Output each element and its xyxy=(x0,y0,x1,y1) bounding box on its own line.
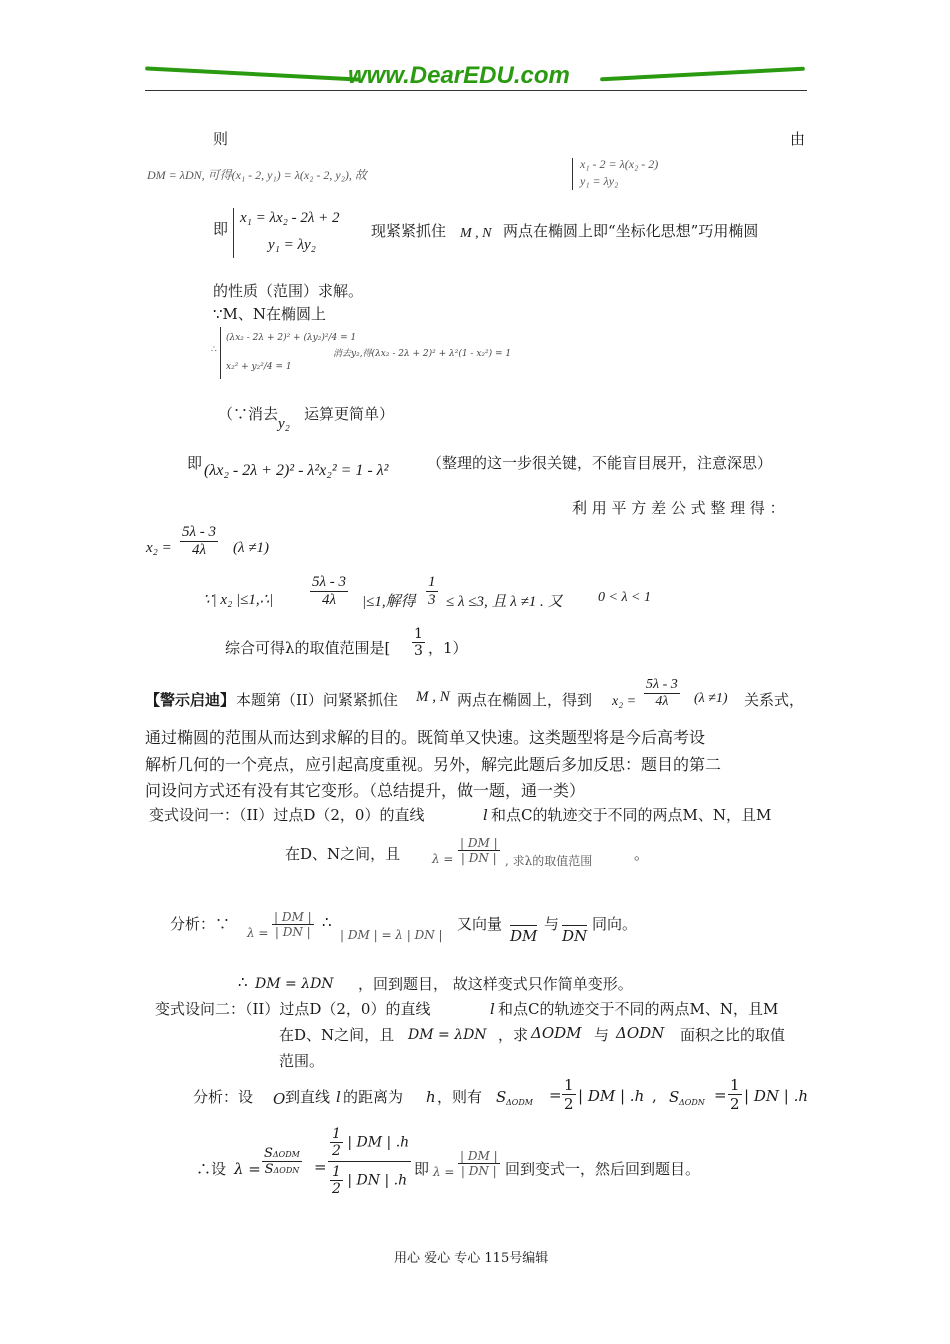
variant-2-text-d: ，求 xyxy=(498,1026,529,1044)
fraction-denominator: 2 xyxy=(332,1143,341,1159)
text-ji: 即 xyxy=(187,454,203,472)
range-fraction xyxy=(412,626,425,659)
math-l: l xyxy=(490,1000,495,1018)
warn-label: 【警示启迪】 xyxy=(145,691,236,709)
paragraph-line: 解析几何的一个亮点，应引起高度重视。另外，解完此题后多加反思：题目的第二 xyxy=(145,755,722,774)
equals-sign: = xyxy=(714,1086,727,1104)
equals-sign: = xyxy=(314,1158,327,1176)
fraction-numerator: | DM | xyxy=(460,1149,498,1163)
half-fraction xyxy=(728,1076,742,1113)
text-coord-idea: 两点在椭圆上即“坐标化思想”巧用椭圆 xyxy=(503,222,759,240)
logo-text: www.DearEDU.com xyxy=(348,62,570,89)
text-simpler: 运算更简单） xyxy=(304,405,395,423)
equals-sign: = xyxy=(549,1086,562,1104)
fraction-denominator: 3 xyxy=(414,643,423,659)
text-grasp: 现紧紧抓住 xyxy=(371,222,447,240)
lambda-condition: (λ ≠1) xyxy=(694,691,728,706)
area-subscript: ΔODN xyxy=(679,1098,705,1107)
math-o: O xyxy=(273,1090,286,1108)
fraction-denominator: 4λ xyxy=(655,694,669,709)
text-back-to-variant: 回到变式一，然后回到题目。 xyxy=(505,1160,701,1178)
lambda-condition: (λ ≠1) xyxy=(233,540,269,556)
fraction-denominator: 2 xyxy=(332,1181,341,1197)
system-brace xyxy=(233,208,234,258)
area-symbol: S xyxy=(264,1162,274,1177)
ratio-fraction xyxy=(458,1149,500,1178)
fraction-numerator: 5λ - 3 xyxy=(312,574,346,590)
fraction-denominator: 2 xyxy=(730,1095,740,1113)
fraction-denominator: 3 xyxy=(428,592,436,608)
variant-2-text-g: 面积之比的取值 xyxy=(680,1026,786,1044)
math-y2: y₂ xyxy=(278,416,290,432)
variant-1-text-b: 和点C的轨迹交于不同的两点M、N，且M xyxy=(491,806,772,824)
analysis-3-label: 分析：设 xyxy=(193,1088,254,1106)
math-l: l xyxy=(483,806,488,824)
fraction-denominator: | DN | xyxy=(274,925,311,939)
x2-fraction xyxy=(644,677,680,710)
compound-fraction xyxy=(328,1126,411,1197)
fraction-numerator: | DM | xyxy=(274,910,312,924)
x2-fraction xyxy=(180,524,218,559)
fraction-numerator: 1 xyxy=(730,1076,740,1094)
math-mn: M , N xyxy=(416,689,450,705)
magnitude-dm-h: | DM | .h xyxy=(347,1134,410,1151)
text-to-line: 到直线 xyxy=(285,1088,331,1106)
ratio-fraction xyxy=(272,910,314,939)
paragraph-line: 问设问方式还有没有其它变形。（总结提升，做一题，通一类） xyxy=(145,781,586,800)
ratio-fraction xyxy=(458,836,500,865)
system-eq-2: y₁ = λy₂ xyxy=(268,237,316,253)
fraction-denominator: 2 xyxy=(564,1095,574,1113)
variant-1-question: , 求λ的取值范围 xyxy=(505,854,593,868)
area-subscript: ΔODM xyxy=(506,1098,533,1107)
fraction-numerator: 1 xyxy=(428,574,436,590)
warn-text: 本题第（II）问紧紧抓住 xyxy=(236,691,398,709)
fraction-denominator: | DN | xyxy=(460,1164,497,1178)
variant-2-text: 变式设问二：（II）过点D（2，0）的直线 xyxy=(155,1000,431,1018)
header-rule xyxy=(145,90,807,91)
comma: , xyxy=(652,1087,657,1105)
text-difference-squares: 利 用 平 方 差 公 式 整 理 得 ： xyxy=(572,499,785,517)
magnitude-relation: | DM | = λ | DN | xyxy=(340,928,443,942)
ellipse-eq-2: x₂² + y₂²/4 = 1 xyxy=(226,362,292,372)
text-distance: 的距离为 xyxy=(343,1088,404,1106)
lambda-eq: λ = xyxy=(247,926,269,940)
fraction-numerator: 1 xyxy=(564,1076,574,1094)
lambda-eq: λ = xyxy=(432,852,454,866)
fraction-denominator: 4λ xyxy=(192,542,206,558)
fraction-denominator: 4λ xyxy=(322,592,336,608)
variant-1-text-c: 在D、N之间，且 xyxy=(285,845,401,863)
variant-2-text-c: 在D、N之间，且 xyxy=(279,1026,395,1044)
area-symbol: S xyxy=(496,1088,507,1106)
text-property: 的性质（范围）求解。 xyxy=(213,282,364,300)
fraction-numerator: | DM | xyxy=(460,836,498,850)
lambda-eq: λ = xyxy=(433,1165,455,1179)
therefore-symbol: ∴ xyxy=(211,345,217,355)
warn-text-3: 关系式， xyxy=(744,691,805,709)
area-subscript: ΔODN xyxy=(273,1166,300,1175)
analysis-1-label: 分析：∵ xyxy=(170,915,231,933)
variant-1-end: 。 xyxy=(634,845,650,863)
text-and: 与 xyxy=(544,915,560,933)
warn-text-2: 两点在椭圆上，得到 xyxy=(457,691,593,709)
math-mn: M , N xyxy=(460,226,492,241)
text-vector: 又向量 xyxy=(457,915,503,933)
text-range-result: 综合可得λ的取值范围是[ xyxy=(225,639,391,657)
area-symbol: S xyxy=(669,1088,680,1106)
bound-text-d: 0 < λ < 1 xyxy=(598,590,651,605)
therefore-symbol: ∴ xyxy=(322,913,332,931)
magnitude-dn-h: | DN | .h xyxy=(347,1172,408,1189)
footer-text: 用心 爱心 专心 115号编辑 xyxy=(394,1251,549,1266)
text-on-ellipse: ∵M、N在椭圆上 xyxy=(213,305,327,323)
triangle-odm: ΔODM xyxy=(531,1024,582,1042)
logo-left-swoosh xyxy=(145,66,360,81)
text-ji: 即 xyxy=(414,1160,430,1178)
area-symbol: S xyxy=(264,1146,273,1161)
text-key-note: （整理的这一步很关键，不能盲目展开，注意深思） xyxy=(427,454,773,472)
half-fraction xyxy=(562,1076,576,1113)
area-ratio-fraction xyxy=(262,1146,302,1177)
variant-2-text-h: 范围。 xyxy=(279,1052,325,1070)
fraction-numerator: 1 xyxy=(332,1164,341,1180)
vector-dn: DN xyxy=(562,927,588,945)
x2-lhs: x₂ = xyxy=(612,694,637,709)
paragraph-line: 通过椭圆的范围从而达到求解的目的。既简单又快速。这类题型将是今后高考设 xyxy=(145,728,706,747)
magnitude-dn-h: | DN | .h xyxy=(744,1087,808,1105)
system-brace xyxy=(572,158,573,190)
analysis-4-label: ∴设 xyxy=(196,1160,227,1178)
fraction-denominator: | DN | xyxy=(460,851,497,865)
fraction-numerator: 1 xyxy=(414,626,423,642)
text-you: 由 xyxy=(790,130,806,148)
variant-1-text: 变式设问一：（II）过点D（2，0）的直线 xyxy=(149,806,425,824)
lambda-eq: λ = xyxy=(234,1160,261,1178)
eliminate-y2-eq: 消去y₂,得(λx₂ - 2λ + 2)² + λ²(1 - x₂²) = 1 xyxy=(333,349,512,359)
variant-2-text-b: 和点C的轨迹交于不同的两点M、N，且M xyxy=(498,1000,779,1018)
system-eq-1: x₁ = λx₂ - 2λ + 2 xyxy=(240,210,340,226)
system-eq-1: x₁ - 2 = λ(x₂ - 2) xyxy=(580,157,659,171)
logo-right-swoosh xyxy=(600,67,805,82)
text-ji: 即 xyxy=(213,220,229,238)
vector-relation-line: DM = λDN, 可得(x₁ - 2, y₁) = λ(x₂ - 2, y₂), 故 xyxy=(147,168,367,182)
text-same-direction: 同向。 xyxy=(592,915,638,933)
text-eliminate: （∵消去 xyxy=(218,405,279,423)
x2-lhs: x₂ = xyxy=(146,540,172,556)
magnitude-dm-h: | DM | .h xyxy=(578,1087,645,1105)
range-end: ，1） xyxy=(428,639,468,657)
key-equation: (λx₂ - 2λ + 2)² - λ²x₂² = 1 - λ² xyxy=(204,462,389,479)
fraction-numerator: 5λ - 3 xyxy=(182,524,216,540)
text-and: 与 xyxy=(594,1026,610,1044)
fraction-numerator: 5λ - 3 xyxy=(646,677,678,692)
math-h: h xyxy=(426,1088,436,1106)
fraction-numerator: 1 xyxy=(332,1126,341,1142)
vector-relation: DM = λDN xyxy=(255,976,334,992)
vector-relation: DM = λDN xyxy=(408,1027,487,1043)
area-subscript: ΔODM xyxy=(272,1150,300,1159)
therefore-symbol: ∴ xyxy=(238,973,248,991)
math-l: l xyxy=(336,1088,341,1106)
text-ze: 则 xyxy=(213,130,229,148)
text-then: ，则有 xyxy=(437,1088,483,1106)
bound-text-b: |≤1,解得 xyxy=(362,594,416,610)
ellipse-eq-1: (λx₂ - 2λ + 2)² + (λy₂)²/4 = 1 xyxy=(226,333,357,343)
one-third-fraction xyxy=(426,574,438,609)
bound-fraction xyxy=(310,574,348,609)
bound-text-c: ≤ λ ≤3, 且 λ ≠1 . 又 xyxy=(446,594,563,610)
system-eq-2: y₁ = λy₂ xyxy=(580,174,619,188)
vector-dm: DM xyxy=(510,927,538,945)
bound-text-a: ∵| x₂ |≤1,∴| xyxy=(203,592,274,608)
triangle-odn: ΔODN xyxy=(616,1024,665,1042)
text-back-to-problem: ，回到题目， 故这样变式只作简单变形。 xyxy=(358,975,633,993)
system-brace xyxy=(220,327,221,379)
